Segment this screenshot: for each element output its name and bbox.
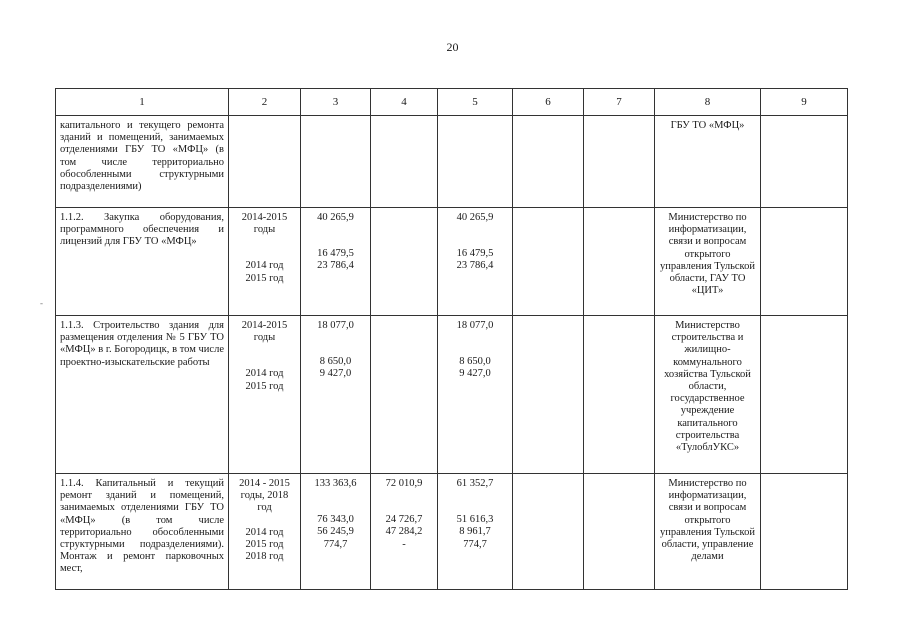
amount-by-year: 8 650,0 bbox=[459, 356, 491, 368]
period-cell bbox=[229, 316, 301, 474]
empty-cell bbox=[584, 316, 655, 474]
spacer bbox=[305, 332, 366, 356]
total-cost-cell bbox=[301, 316, 371, 474]
amount-by-year: 16 479,5 bbox=[456, 248, 494, 260]
amount-by-year: 9 427,0 bbox=[459, 368, 491, 380]
regional-funds-cell bbox=[438, 474, 513, 590]
federal-funds-cell bbox=[371, 474, 438, 590]
period-cell bbox=[229, 116, 301, 208]
header-cell: 8 bbox=[655, 89, 761, 116]
regional-funds-cell bbox=[438, 316, 513, 474]
amount-total: 133 363,6 bbox=[314, 478, 357, 489]
federal-funds-cell bbox=[371, 316, 438, 474]
amount-total: 72 010,9 bbox=[385, 478, 423, 489]
measure-description: 1.1.3. Строительство здания для размещения отделения № 5 ГБУ ТО «МФЦ» в г. Богородицк, в том числе проектно-изыскательские работы bbox=[60, 320, 224, 368]
header-cell: 5 bbox=[438, 89, 513, 116]
total-cost-cell bbox=[301, 116, 371, 208]
table-row bbox=[56, 316, 848, 474]
measure-description: капитального и текущего ремонта зданий и помещений, занимаемых отделениями ГБУ ТО «МФЦ» (в том числе территориально обособленными структурными подразделениями) bbox=[60, 120, 224, 193]
empty-cell bbox=[584, 208, 655, 316]
table-row bbox=[56, 116, 848, 208]
year-label: 2014 год bbox=[245, 260, 284, 272]
spacer bbox=[305, 490, 366, 514]
period-cell bbox=[229, 474, 301, 590]
spacer bbox=[305, 224, 366, 248]
amount-by-year: 8 650,0 bbox=[319, 356, 352, 368]
spacer bbox=[442, 224, 508, 248]
regional-funds-cell bbox=[438, 208, 513, 316]
empty-cell bbox=[513, 316, 584, 474]
amount-by-year: 24 726,7 bbox=[385, 514, 423, 526]
empty-cell bbox=[513, 208, 584, 316]
header-cell: 4 bbox=[371, 89, 438, 116]
spacer bbox=[442, 332, 508, 356]
margin-mark: - bbox=[40, 298, 43, 308]
measure-description: 1.1.2. Закупка оборудования, программного обеспечения и лицензий для ГБУ ТО «МФЦ» bbox=[60, 212, 224, 248]
executor-text: Министерство по информатизации, связи и вопросам открытого управления Тульской области, управление делами bbox=[660, 478, 755, 563]
executor-text: ГБУ ТО «МФЦ» bbox=[670, 120, 745, 131]
spacer bbox=[233, 344, 296, 368]
spacer bbox=[233, 236, 296, 260]
header-row bbox=[56, 89, 848, 116]
header-cell: 2 bbox=[229, 89, 301, 116]
amount-by-year: 23 786,4 bbox=[456, 260, 494, 272]
amount-by-year: 76 343,0 bbox=[317, 514, 354, 526]
total-cost-cell bbox=[301, 208, 371, 316]
regional-funds-cell bbox=[438, 116, 513, 208]
amount-total: 61 352,7 bbox=[456, 478, 494, 489]
amount-by-year: 56 245,9 bbox=[317, 526, 354, 538]
description-cell bbox=[56, 116, 229, 208]
header-cell: 6 bbox=[513, 89, 584, 116]
year-label: 2014 год bbox=[245, 526, 284, 538]
program-table bbox=[55, 88, 848, 590]
amount-total: 18 077,0 bbox=[456, 320, 494, 331]
executor-cell bbox=[655, 208, 761, 316]
empty-cell bbox=[761, 316, 848, 474]
empty-cell bbox=[584, 474, 655, 590]
year-label: 2014 год bbox=[245, 368, 284, 380]
amount-by-year: 774,7 bbox=[463, 538, 487, 550]
spacer bbox=[233, 515, 296, 527]
amount-by-year: 8 961,7 bbox=[459, 526, 491, 538]
measure-description: 1.1.4. Капитальный и текущий ремонт зданий и помещений, занимаемых отделениями ГБУ ТО «МФЦ» (в том числе территориально обособленными структурными подразделениями). Монтаж и ремонт парковочных мест, bbox=[60, 478, 224, 575]
page-number: 20 bbox=[446, 40, 459, 54]
amount-by-year: 16 479,5 bbox=[317, 248, 354, 260]
amount-total: 40 265,9 bbox=[456, 212, 494, 223]
empty-cell bbox=[761, 208, 848, 316]
executor-cell bbox=[655, 316, 761, 474]
executor-cell bbox=[655, 116, 761, 208]
empty-cell bbox=[761, 474, 848, 590]
executor-cell bbox=[655, 474, 761, 590]
description-cell bbox=[56, 474, 229, 590]
spacer bbox=[375, 490, 433, 514]
header-cell: 1 bbox=[56, 89, 229, 116]
amount-by-year: 47 284,2 bbox=[385, 526, 423, 538]
period-text: 2014-2015 годы bbox=[241, 212, 288, 236]
header-cell: 7 bbox=[584, 89, 655, 116]
amount-total: 18 077,0 bbox=[317, 320, 354, 331]
period-text: 2014 - 2015 годы, 2018 год bbox=[239, 478, 290, 514]
table-row bbox=[56, 474, 848, 590]
description-cell bbox=[56, 316, 229, 474]
year-label: 2015 год bbox=[245, 272, 284, 284]
empty-cell bbox=[584, 116, 655, 208]
amount-by-year: 23 786,4 bbox=[317, 260, 354, 272]
executor-text: Министерство по информатизации, связи и вопросам открытого управления Тульской области, ГАУ ТО «ЦИТ» bbox=[660, 212, 755, 297]
period-text: 2014-2015 годы bbox=[241, 320, 288, 344]
description-cell bbox=[56, 208, 229, 316]
total-cost-cell bbox=[301, 474, 371, 590]
empty-cell bbox=[513, 116, 584, 208]
table-row bbox=[56, 208, 848, 316]
year-label: 2015 год bbox=[245, 538, 284, 550]
amount-total: 40 265,9 bbox=[317, 212, 354, 223]
amount-by-year: 9 427,0 bbox=[319, 368, 352, 380]
period-cell bbox=[229, 208, 301, 316]
header-cell: 3 bbox=[301, 89, 371, 116]
amount-by-year: 774,7 bbox=[323, 538, 348, 550]
year-label: 2015 год bbox=[245, 380, 284, 392]
header-cell: 9 bbox=[761, 89, 848, 116]
federal-funds-cell bbox=[371, 208, 438, 316]
empty-cell bbox=[513, 474, 584, 590]
federal-funds-cell bbox=[371, 116, 438, 208]
executor-text: Министерство строительства и жилищно-коммунального хозяйства Тульской области, государственное учреждение капитального строительства «ТулоблУКС» bbox=[664, 320, 751, 454]
amount-by-year: 51 616,3 bbox=[456, 514, 494, 526]
spacer bbox=[442, 490, 508, 514]
empty-cell bbox=[761, 116, 848, 208]
amount-by-year: - bbox=[402, 538, 406, 550]
year-label: 2018 год bbox=[245, 551, 284, 563]
